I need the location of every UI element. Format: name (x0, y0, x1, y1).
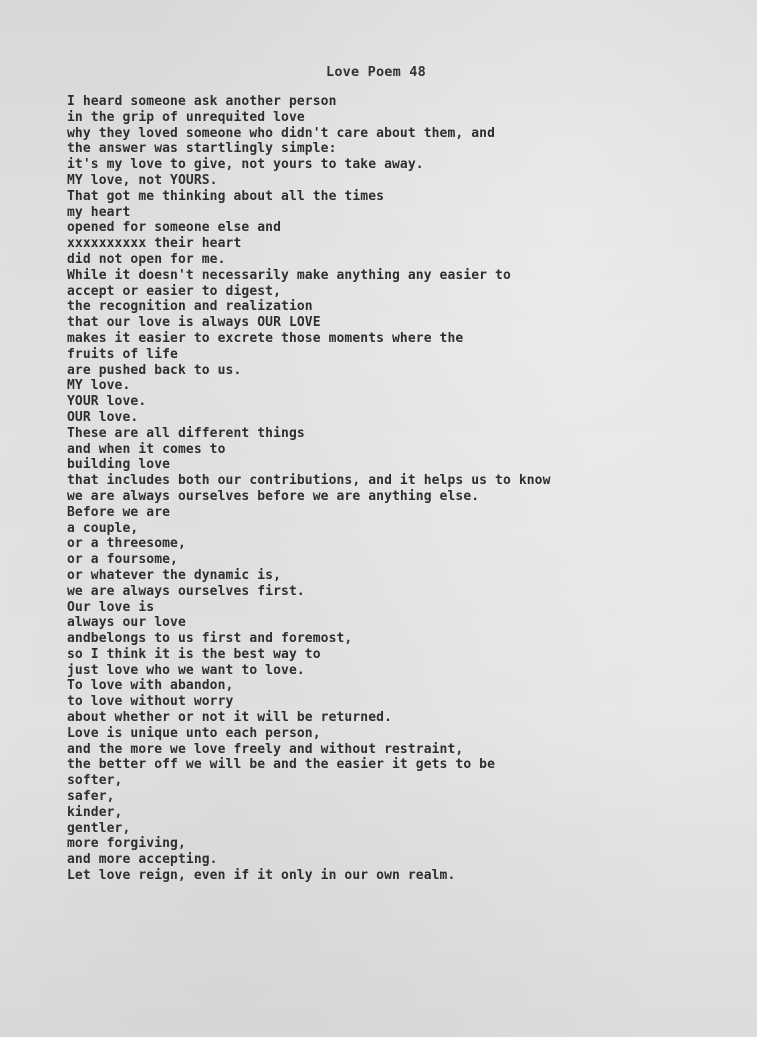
poem-line: I heard someone ask another person (67, 94, 337, 109)
poem-line: are pushed back to us. (67, 362, 242, 378)
poem-line: a couple, (67, 520, 139, 536)
poem-line: it's my love to give, not yours to take away. (67, 157, 424, 173)
poem-line: or whatever the dynamic is, (67, 567, 282, 583)
poem-line: building love (67, 457, 171, 473)
poem-line: kinder, (67, 804, 123, 820)
poem-line: OUR love. (67, 409, 139, 425)
poem-line: andbelongs to us first and foremost, (67, 631, 353, 647)
poem-line: my heart (67, 204, 131, 220)
poem-line: and the more we love freely and without restraint, (67, 741, 464, 757)
poem-line: so I think it is the best way to (67, 646, 321, 662)
poem-line: MY love. (67, 378, 131, 394)
poem-line: Love is unique unto each person, (67, 725, 321, 741)
poem-body (67, 94, 551, 884)
poem-title: Love Poem 48 (326, 64, 426, 80)
poem-line: we are always ourselves before we are anything else. (67, 488, 480, 504)
poem-line: opened for someone else and (67, 220, 282, 236)
poem-line: that our love is always OUR LOVE (67, 315, 321, 331)
poem-line: That got me thinking about all the times (67, 188, 385, 204)
poem-line: MY love, not YOURS. (67, 172, 218, 188)
poem-line: always our love (67, 615, 186, 631)
poem-line: While it doesn't necessarily make anything any easier to (67, 267, 511, 283)
poem-line: that includes both our contributions, and it helps us to know (67, 473, 551, 489)
poem-line: softer, (67, 773, 123, 789)
poem-line: we are always ourselves first. (67, 583, 305, 599)
poem-line: makes it easier to excrete those moments where the (67, 330, 464, 346)
poem-line: accept or easier to digest, (67, 283, 282, 299)
poem-line: about whether or not it will be returned. (67, 710, 392, 726)
poem-line: Our love is (67, 599, 155, 615)
poem-line: xxxxxxxxxx their heart (67, 236, 242, 252)
poem-line: safer, (67, 789, 115, 805)
poem-line: Let love reign, even if it only in our own realm. (67, 868, 456, 884)
poem-line: To love with abandon, (67, 678, 234, 694)
poem-line: the recognition and realization (67, 299, 313, 315)
poem-line: fruits of life (67, 346, 178, 362)
poem-line: just love who we want to love. (67, 662, 305, 678)
poem-line: in the grip of unrequited love (67, 109, 305, 125)
poem-line: and when it comes to (67, 441, 226, 457)
poem-line: These are all different things (67, 425, 305, 441)
poem-line: why they loved someone who didn't care about them, and (67, 125, 496, 141)
poem-line: to love without worry (67, 694, 234, 710)
poem-line: gentler, (67, 820, 131, 836)
poem-line: the better off we will be and the easier it gets to be (67, 757, 496, 773)
poem-line: and more accepting. (67, 852, 218, 868)
poem-line: or a foursome, (67, 552, 178, 568)
poem-line: Before we are (67, 504, 171, 520)
poem-line: YOUR love. (67, 394, 147, 410)
poem-line: the answer was startlingly simple: (67, 141, 337, 157)
poem-line: did not open for me. (67, 251, 226, 267)
poem-line: more forgiving, (67, 836, 186, 852)
poem-line: or a threesome, (67, 536, 186, 552)
